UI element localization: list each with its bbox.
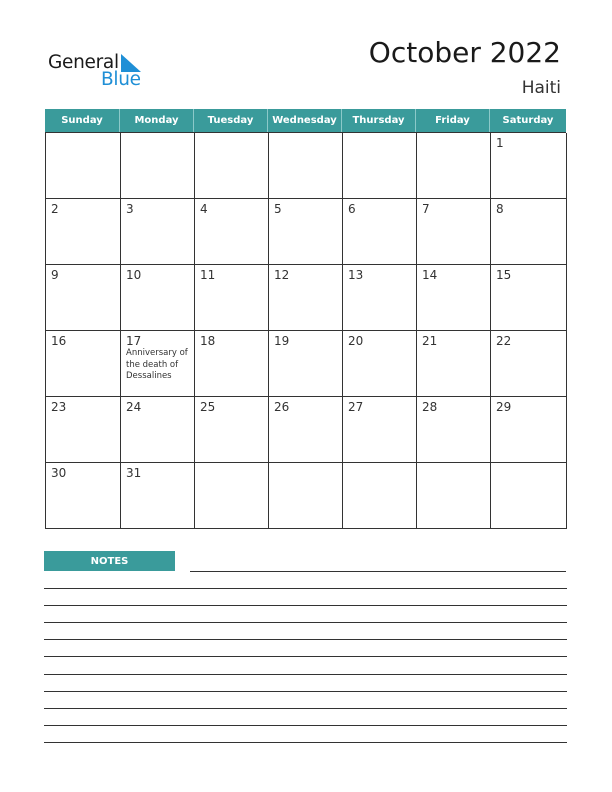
day-number: 10 xyxy=(126,268,142,282)
day-number: 27 xyxy=(348,400,364,414)
day-number: 4 xyxy=(200,202,208,216)
day-cell xyxy=(269,397,343,463)
notes-line xyxy=(190,571,566,572)
weekday-header xyxy=(45,109,566,132)
brand-name-blue: Blue xyxy=(101,69,141,90)
day-cell xyxy=(121,331,195,397)
day-cell xyxy=(121,265,195,331)
notes-line xyxy=(44,622,567,623)
day-number: 13 xyxy=(348,268,364,282)
brand-name-general: General xyxy=(48,52,119,73)
day-cell xyxy=(491,133,567,199)
day-number: 15 xyxy=(496,268,512,282)
day-cell xyxy=(121,199,195,265)
day-number: 14 xyxy=(422,268,438,282)
day-number: 7 xyxy=(422,202,430,216)
day-cell xyxy=(491,331,567,397)
day-cell xyxy=(195,199,269,265)
notes-line xyxy=(44,691,567,692)
notes-line xyxy=(44,605,567,606)
day-number: 23 xyxy=(51,400,67,414)
day-cell xyxy=(343,265,417,331)
day-cell xyxy=(491,265,567,331)
day-number: 16 xyxy=(51,334,67,348)
notes-line xyxy=(44,742,567,743)
day-cell xyxy=(195,133,269,199)
day-cell xyxy=(46,199,121,265)
notes-line xyxy=(44,725,567,726)
weekday-thursday: Thursday xyxy=(342,109,416,132)
day-cell xyxy=(417,265,491,331)
weekday-friday: Friday xyxy=(416,109,490,132)
day-cell xyxy=(491,397,567,463)
notes-line xyxy=(44,639,567,640)
day-number: 5 xyxy=(274,202,282,216)
brand-logo xyxy=(48,50,158,94)
day-cell xyxy=(46,265,121,331)
day-cell xyxy=(491,199,567,265)
day-cell xyxy=(121,463,195,529)
day-number: 2 xyxy=(51,202,59,216)
day-cell xyxy=(269,331,343,397)
notes-label: NOTES xyxy=(44,551,175,571)
day-cell xyxy=(269,133,343,199)
day-cell xyxy=(121,133,195,199)
day-cell xyxy=(195,397,269,463)
weekday-monday: Monday xyxy=(120,109,194,132)
day-cell xyxy=(343,463,417,529)
notes-line xyxy=(44,656,567,657)
day-number: 1 xyxy=(496,136,504,150)
day-cell xyxy=(417,331,491,397)
day-number: 6 xyxy=(348,202,356,216)
day-number: 26 xyxy=(274,400,290,414)
weekday-sunday: Sunday xyxy=(45,109,120,132)
day-cell xyxy=(195,463,269,529)
day-cell xyxy=(343,397,417,463)
day-number: 19 xyxy=(274,334,290,348)
day-cell xyxy=(46,133,121,199)
day-number: 8 xyxy=(496,202,504,216)
day-cell xyxy=(343,199,417,265)
day-cell xyxy=(195,265,269,331)
day-number: 11 xyxy=(200,268,216,282)
day-cell xyxy=(417,133,491,199)
country-label: Haiti xyxy=(521,78,561,98)
day-cell xyxy=(417,463,491,529)
weekday-saturday: Saturday xyxy=(502,115,554,126)
day-cell xyxy=(417,397,491,463)
day-cell xyxy=(417,199,491,265)
day-number: 30 xyxy=(51,466,67,480)
day-number: 9 xyxy=(51,268,59,282)
day-cell xyxy=(121,397,195,463)
notes-line xyxy=(44,708,567,709)
day-cell xyxy=(46,397,121,463)
day-cell xyxy=(46,463,121,529)
day-cell xyxy=(195,331,269,397)
day-cell xyxy=(269,265,343,331)
day-number: 28 xyxy=(422,400,438,414)
weekday-wednesday: Wednesday xyxy=(268,109,342,132)
holiday-event: Anniversary of the death of Dessalines xyxy=(126,348,188,381)
calendar-grid xyxy=(45,132,566,529)
day-number: 21 xyxy=(422,334,438,348)
page-title: October 2022 xyxy=(368,36,561,69)
day-cell xyxy=(343,331,417,397)
notes-line xyxy=(44,588,567,589)
day-cell xyxy=(269,463,343,529)
calendar xyxy=(45,109,566,530)
day-cell xyxy=(46,331,121,397)
day-number: 25 xyxy=(200,400,216,414)
day-number: 17 xyxy=(126,334,142,348)
day-cell xyxy=(269,199,343,265)
notes-line xyxy=(44,674,567,675)
day-number: 20 xyxy=(348,334,364,348)
weekday-tuesday: Tuesday xyxy=(194,109,268,132)
day-number: 18 xyxy=(200,334,216,348)
day-cell xyxy=(491,463,567,529)
day-number: 31 xyxy=(126,466,142,480)
day-number: 12 xyxy=(274,268,290,282)
day-number: 22 xyxy=(496,334,512,348)
day-number: 3 xyxy=(126,202,134,216)
day-number: 29 xyxy=(496,400,512,414)
day-number: 24 xyxy=(126,400,142,414)
day-cell xyxy=(343,133,417,199)
